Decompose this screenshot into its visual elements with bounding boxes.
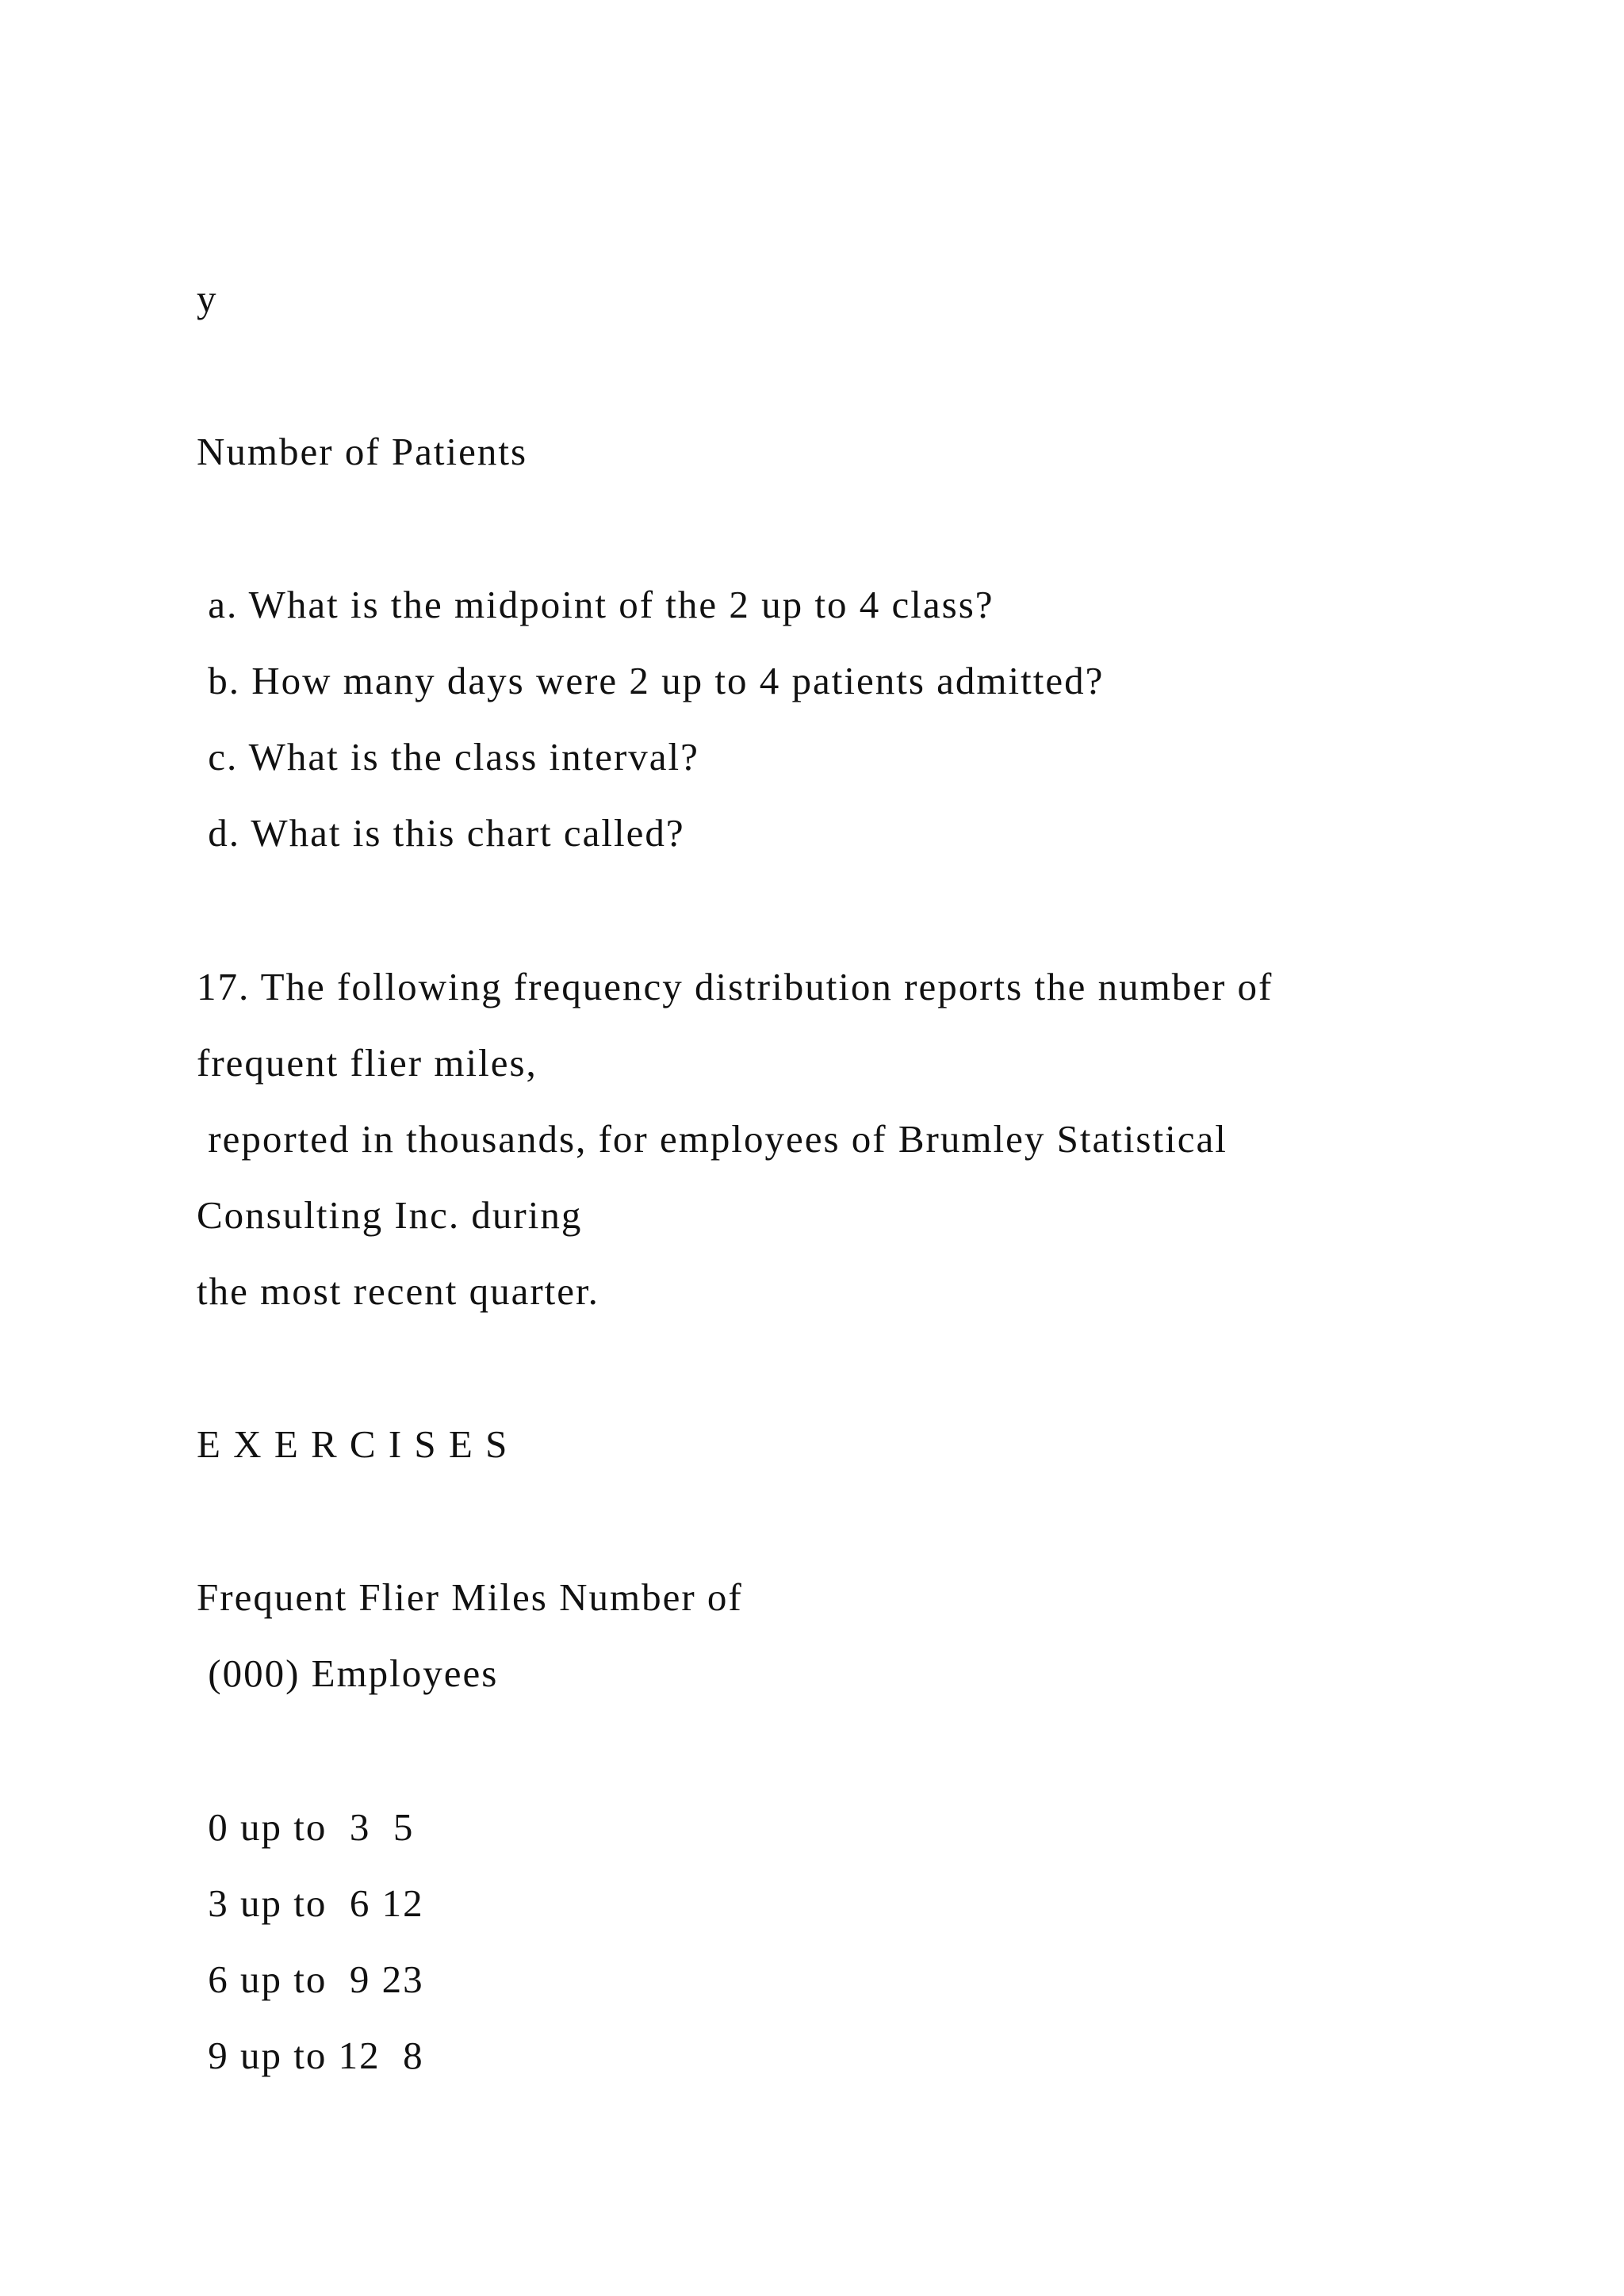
question-a: a. What is the midpoint of the 2 up to 4 class?: [197, 583, 994, 626]
question-c: c. What is the class interval?: [197, 735, 699, 779]
question-b: b. How many days were 2 up to 4 patients admitted?: [197, 659, 1105, 702]
table-header-line-2: (000) Employees: [197, 1651, 499, 1695]
table-row: 3 up to 6 12: [197, 1881, 424, 1925]
question-d: d. What is this chart called?: [197, 811, 685, 855]
problem-17-line-5: the most recent quarter.: [197, 1269, 599, 1313]
problem-17-line-2: frequent flier miles,: [197, 1041, 538, 1085]
axis-letter-y: y: [197, 277, 218, 320]
table-row: 6 up to 9 23: [197, 1957, 424, 2001]
table-header-line-1: Frequent Flier Miles Number of: [197, 1575, 743, 1619]
problem-17-line-4: Consulting Inc. during: [197, 1193, 583, 1237]
problem-17-line-1: 17. The following frequency distribution reports the number of: [197, 965, 1274, 1008]
table-row: 0 up to 3 5: [197, 1805, 415, 1849]
problem-17-line-3: reported in thousands, for employees of Brumley Statistical: [197, 1117, 1228, 1161]
section-heading: E X E R C I S E S: [197, 1422, 509, 1466]
table-row: 9 up to 12 8: [197, 2034, 424, 2077]
y-axis-label: Number of Patients: [197, 430, 528, 473]
